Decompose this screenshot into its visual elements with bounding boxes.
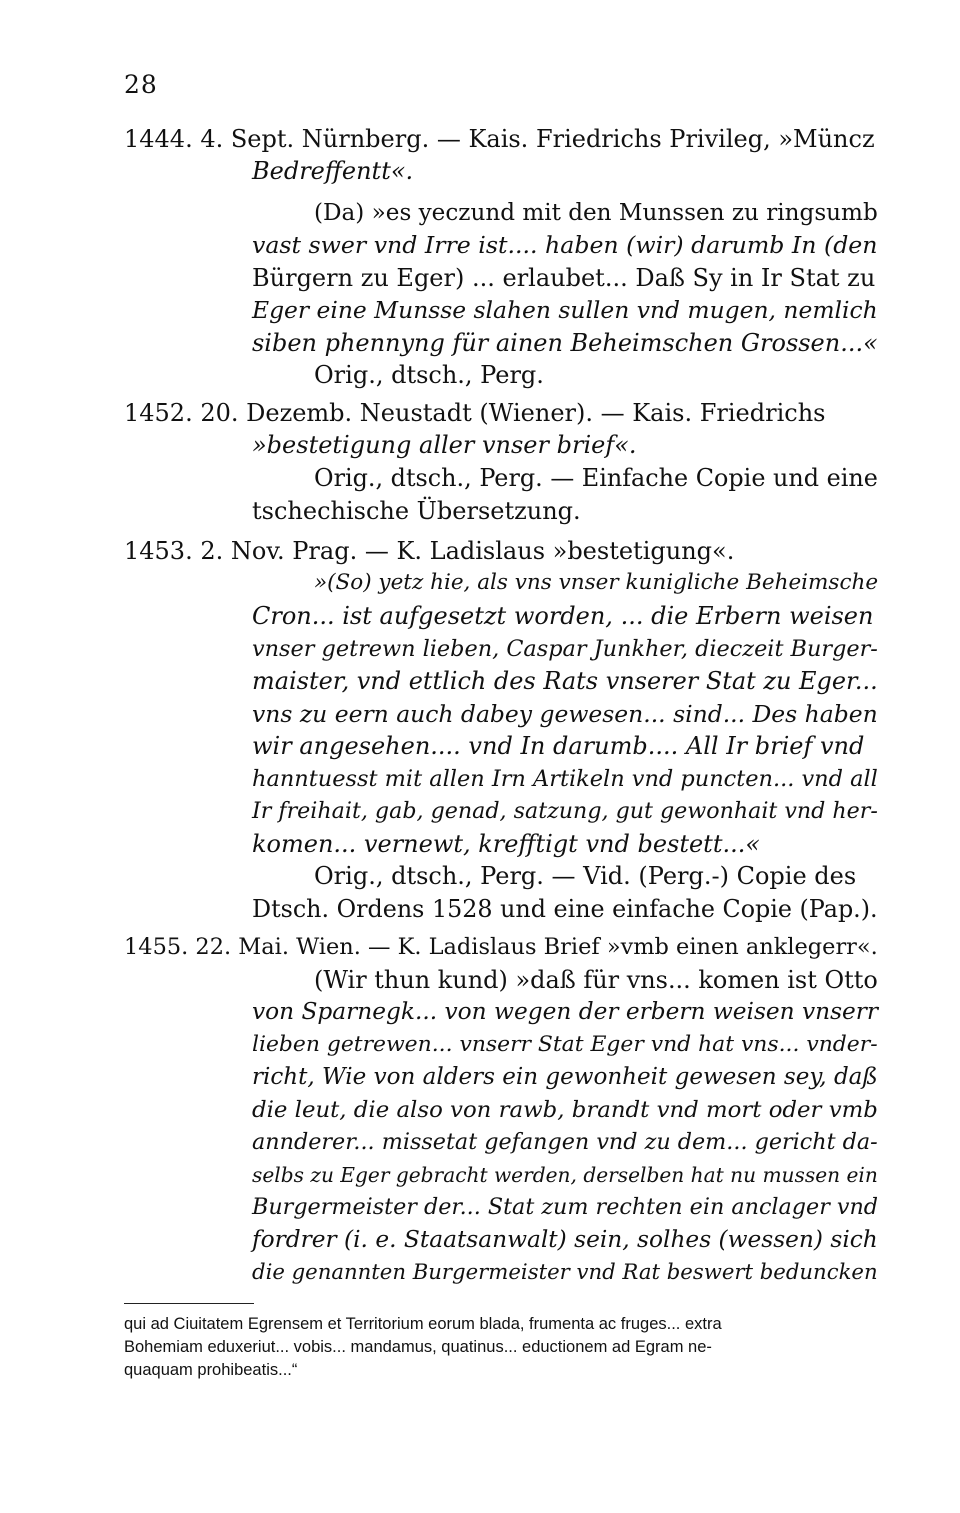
text-line: maister, vnd ettlich des Rats vnserer Stat zu Eger... bbox=[252, 667, 878, 695]
text-line: Ir freihait, gab, genad, satzung, gut gewonhait vnd her- bbox=[252, 798, 878, 824]
text-line: von Sparnegk... von wegen der erbern weisen vnserr bbox=[252, 998, 879, 1025]
page-number: 28 bbox=[124, 70, 158, 99]
text-line: tschechische Übersetzung. bbox=[252, 497, 581, 525]
text-line: richt, Wie von alders ein gewonheit gewesen sey, daß bbox=[252, 1064, 878, 1090]
text-line: vast swer vnd Irre ist.... haben (wir) darumb In (den bbox=[252, 231, 878, 259]
footnote-divider bbox=[124, 1303, 254, 1304]
text-line: 1453. 2. Nov. Prag. — K. Ladislaus »bestetigung«. bbox=[124, 537, 735, 565]
text-line: annderer... missetat gefangen vnd zu dem... gericht da- bbox=[252, 1129, 878, 1155]
text-line: komen... vernewt, krefftigt vnd bestett...« bbox=[252, 830, 761, 858]
text-line: Eger eine Munsse slahen sullen vnd mugen, nemlich bbox=[252, 296, 878, 324]
text-line: die leut, die also von rawb, brandt vnd mort oder vmb bbox=[252, 1097, 878, 1123]
text-line: lieben getrewen... vnserr Stat Eger vnd hat vns... vnder- bbox=[252, 1032, 878, 1057]
text-line: Dtsch. Ordens 1528 und eine einfache Copie (Pap.). bbox=[252, 895, 878, 923]
text-line: vns zu eern auch dabey gewesen... sind... Des haben bbox=[252, 700, 878, 728]
text-line: selbs zu Eger gebracht werden, derselben hat nu mussen ein bbox=[252, 1163, 878, 1187]
text-line: Orig., dtsch., Perg. — Vid. (Perg.-) Copie des bbox=[314, 862, 857, 890]
text-line: siben phennyng für ainen Beheimschen Grossen...« bbox=[252, 329, 878, 357]
text-line: Bedreffentt«. bbox=[252, 157, 414, 185]
text-line: (Da) »es yeczund mit den Munssen zu ringsumb bbox=[314, 200, 878, 226]
text-line: 1455. 22. Mai. Wien. — K. Ladislaus Brief »vmb einen anklegerr«. bbox=[124, 934, 878, 960]
text-line: 1444. 4. Sept. Nürnberg. — Kais. Friedrichs Privileg, »Müncz bbox=[124, 125, 875, 153]
text-line: Bürgern zu Eger) ... erlaubet... Daß Sy in Ir Stat zu bbox=[252, 264, 876, 292]
text-line: wir angesehen.... vnd In darumb.... All Ir brief vnd bbox=[252, 732, 865, 760]
text-line: Orig., dtsch., Perg. bbox=[314, 361, 544, 389]
text-line: »bestetigung aller vnser brief«. bbox=[252, 431, 637, 459]
text-line: »(So) yetz hie, als vns vnser kunigliche Beheimsche bbox=[314, 570, 879, 595]
text-line: Burgermeister der... Stat zum rechten ein anclager vnd bbox=[252, 1194, 879, 1220]
text-line: Cron... ist aufgesetzt worden, ... die Erbern weisen bbox=[252, 602, 874, 630]
footnote-line: qui ad Ciuitatem Egrensem et Territorium eorum blada, frumenta ac fruges... extra bbox=[124, 1315, 722, 1333]
text-line: vnser getrewn lieben, Caspar Junkher, dieczeit Burger- bbox=[252, 636, 878, 662]
text-line: hanntuesst mit allen Irn Artikeln vnd puncten... vnd all bbox=[252, 766, 878, 792]
footnote-line: Bohemiam eduxeriut... vobis... mandamus, quatinus... eductionem ad Egram ne- bbox=[124, 1338, 712, 1356]
text-line: fordrer (i. e. Staatsanwalt) sein, solhes (wessen) sich bbox=[252, 1226, 878, 1253]
text-line: die genannten Burgermeister vnd Rat beswert beduncken bbox=[252, 1259, 878, 1284]
text-line: (Wir thun kund) »daß für vns... komen ist Otto bbox=[314, 966, 878, 994]
text-line: 1452. 20. Dezemb. Neustadt (Wiener). — Kais. Friedrichs bbox=[124, 399, 826, 427]
footnote-line: quaquam prohibeatis...“ bbox=[124, 1361, 298, 1379]
text-line: Orig., dtsch., Perg. — Einfache Copie und eine bbox=[314, 464, 878, 492]
